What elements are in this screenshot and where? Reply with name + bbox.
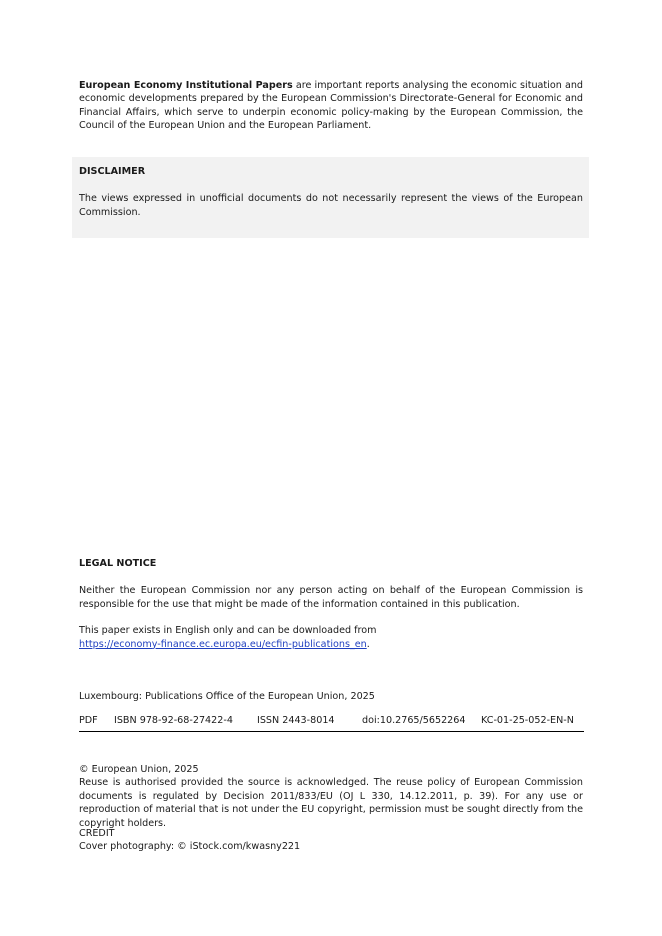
credit-section — [79, 827, 583, 854]
copyright-line: © European Union, 2025 — [79, 764, 199, 775]
download-text: This paper exists in English only and can be downloaded from — [79, 625, 377, 637]
link-suffix: . — [366, 638, 370, 650]
legal-notice-heading: LEGAL NOTICE — [79, 558, 157, 569]
identifiers-row — [79, 713, 584, 732]
credit-heading: CREDIT — [79, 828, 115, 839]
catalogue-number: KC-01-25-052-EN-N — [481, 715, 574, 726]
intro-text: are important reports analysing the economic situation and economic developments prepared by the European Commission's Directorate-General for Economic and Financial Affairs, which serve to underpin economic policy-making by the European Commission, the Council of the European Union and the European Parliament. — [79, 80, 583, 132]
copyright-text: Reuse is authorised provided the source is acknowledged. The reuse policy of European Commission documents is regulated by Decision 2011/833/EU (OJ L 330, 14.12.2011, p. 39). For any use or reproduction of material that is not under the EU copyright, permission must be sought directly from the copyright holders. — [79, 777, 583, 829]
intro-title: European Economy Institutional Papers — [79, 80, 293, 91]
publications-link[interactable]: https://economy-finance.ec.europa.eu/ecfin-publications_en — [79, 638, 367, 650]
download-paragraph — [79, 624, 583, 651]
legal-notice-section — [79, 557, 583, 651]
disclaimer-box — [72, 157, 589, 238]
disclaimer-heading: DISCLAIMER — [79, 166, 146, 177]
copyright-section — [79, 763, 583, 830]
format-label: PDF — [79, 715, 98, 726]
isbn-label: ISBN 978-92-68-27422-4 — [114, 715, 233, 726]
credit-text: Cover photography: © iStock.com/kwasny221 — [79, 841, 301, 853]
doi-label: doi:10.2765/5652264 — [362, 715, 466, 726]
intro-paragraph — [79, 79, 583, 133]
disclaimer-text: The views expressed in unofficial documents do not necessarily represent the views of the European Commission. — [79, 193, 583, 218]
issn-label: ISSN 2443-8014 — [257, 715, 335, 726]
publisher-line: Luxembourg: Publications Office of the European Union, 2025 — [79, 691, 375, 702]
legal-notice-paragraph: Neither the European Commission nor any person acting on behalf of the European Commission is responsible for the use that might be made of the information contained in this publication. — [79, 585, 583, 610]
